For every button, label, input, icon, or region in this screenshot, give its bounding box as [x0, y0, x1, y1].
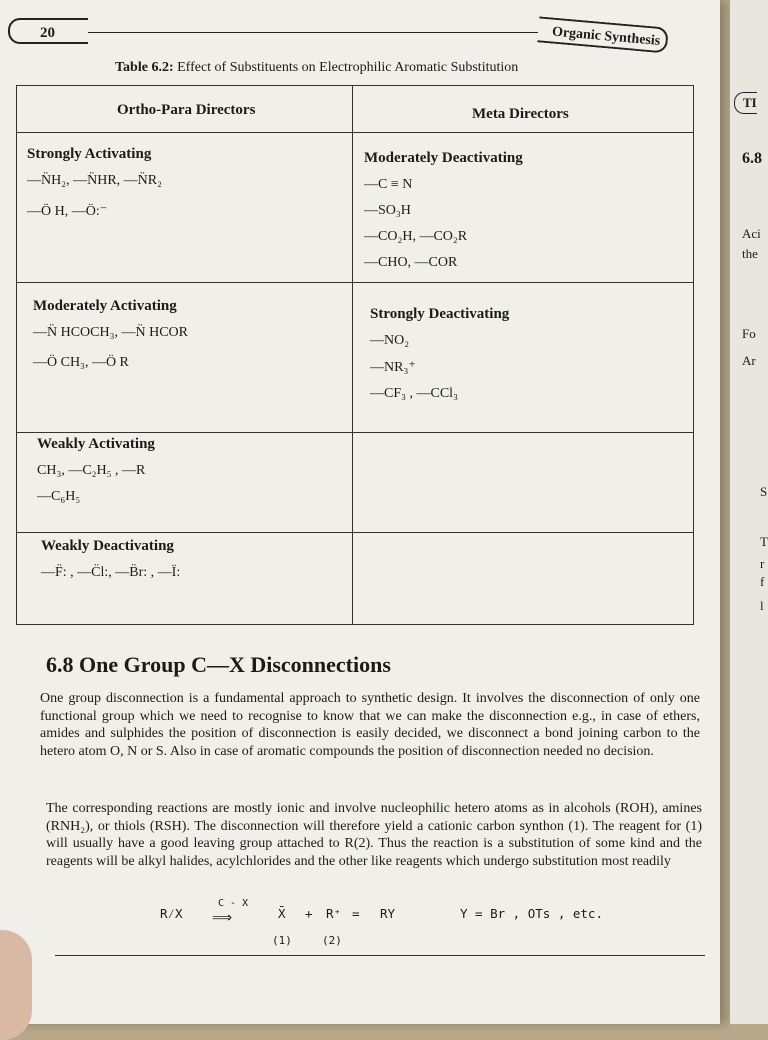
table-caption-text: Effect of Substituents on Electrophilic Aromatic Substitution	[177, 60, 519, 75]
row2-right-line: —NR₃⁺	[370, 360, 416, 375]
adjacent-page-text: f	[760, 574, 765, 589]
row4-left-heading: Weakly Deactivating	[41, 538, 174, 554]
table-rule	[17, 532, 693, 533]
row1-left-line: —Ö H, —Ö:⁻	[27, 204, 108, 219]
paragraph-1: One group disconnection is a fundamental approach to synthetic design. It involves the disconnection of only one functional group which we need to recognise to know that we can make the disconnection e.g., in case of ethers, amides and sulphides the position of disconnection is easily decided, we disconnect a bond joining carbon to the hetero atom O, N or S. Also in case of aromatic compounds the position of disconnection needed no decision.	[40, 691, 700, 759]
page-number: 20	[8, 18, 88, 44]
row2-left-cell	[33, 298, 188, 385]
adjacent-page-text: Ar	[742, 353, 756, 368]
adjacent-page-text: the	[742, 246, 758, 261]
row1-right-line: —SO₃H	[364, 203, 411, 218]
table-caption-label: Table 6.2:	[115, 60, 174, 75]
paragraph-2: The corresponding reactions are mostly ionic and involve nucleophilic hetero atoms as in alcohols (ROH), amines (RNH₂), or thiols (RSH). The disconnection will therefore yield a cationic carbon synthon (1). The reagent for (1) will usually have a good leaving group attached to R(2). Thus the reaction is a substitution of some kind and the reagents will be alkyl halides, acylchlorides and the other like reagents which undergo substitution most readily	[46, 801, 702, 869]
row2-left-heading: Moderately Activating	[33, 298, 177, 314]
row2-right-line: —CF₃ , —CCl₃	[370, 386, 458, 401]
adjacent-page-text: l	[760, 598, 764, 613]
table-rule	[17, 282, 693, 283]
row1-left-cell	[27, 146, 162, 234]
reaction-result: RY	[380, 906, 396, 921]
row4-left-cell	[41, 538, 180, 595]
row1-right-cell	[364, 150, 523, 281]
table-divider	[352, 86, 353, 624]
reaction-product-1: X̄	[278, 906, 286, 921]
row1-left-line: —N̈H₂, —N̈HR, —N̈R₂	[27, 173, 162, 188]
row2-right-cell	[370, 306, 509, 412]
reaction-equals: =	[352, 906, 360, 921]
row4-left-line: —F̈: , —C̈l:, —B̈r: , —Ï:	[41, 565, 181, 580]
section-title: 6.8 One Group C—X Disconnections	[46, 652, 391, 677]
reaction-label-1: (1)	[272, 934, 292, 947]
row1-left-heading: Strongly Activating	[27, 146, 152, 162]
adjacent-page-text: Fo	[742, 326, 756, 341]
row3-left-line: —C₆H₅	[37, 489, 81, 504]
row3-left-heading: Weakly Activating	[37, 436, 155, 452]
reaction-note: Y = Br , OTs , etc.	[460, 906, 603, 921]
row2-left-line: —N̈ HCOCH₃, —N̈ HCOR	[33, 325, 189, 340]
row3-left-cell	[37, 436, 155, 515]
footer-rule	[55, 955, 705, 956]
reaction-plus: +	[305, 906, 313, 921]
table-rule	[17, 132, 693, 133]
adjacent-page-text: T	[760, 534, 768, 549]
row2-right-line: —NO₂	[370, 333, 410, 348]
row1-right-heading: Moderately Deactivating	[364, 150, 523, 166]
row2-right-heading: Strongly Deactivating	[370, 306, 510, 322]
reaction-product-2: R⁺	[326, 906, 342, 921]
row1-right-line: —CO₂H, —CO₂R	[364, 229, 468, 244]
adjacent-page-text: r	[760, 556, 765, 571]
adjacent-page-text: 6.8	[742, 150, 762, 167]
substituent-table	[16, 85, 694, 625]
adjacent-page-text: Aci	[742, 226, 761, 241]
col-header-ortho-para: Ortho-Para Directors	[117, 102, 256, 118]
row1-right-line: —CHO, —COR	[364, 255, 458, 270]
adjacent-page-box: TI	[734, 92, 757, 114]
row1-right-line: —C ≡ N	[364, 177, 413, 192]
reaction-label-2: (2)	[322, 934, 342, 947]
reaction-arrow-label: C - X	[218, 898, 249, 909]
chapter-title: Organic Synthesis	[537, 16, 669, 53]
reaction-arrow-icon: ⟹	[212, 910, 233, 926]
header-rule	[88, 32, 538, 33]
col-header-meta: Meta Directors	[472, 106, 569, 122]
adjacent-page-text: S	[760, 484, 768, 499]
row2-left-line: —Ö CH₃, —Ö R	[33, 355, 129, 370]
table-rule	[17, 432, 693, 433]
table-caption	[115, 60, 518, 76]
row3-left-line: CH₃, —C₂H₅ , —R	[37, 463, 146, 478]
adjacent-page-edge	[730, 0, 768, 1024]
reaction-reactant: R⁄X	[160, 906, 183, 921]
